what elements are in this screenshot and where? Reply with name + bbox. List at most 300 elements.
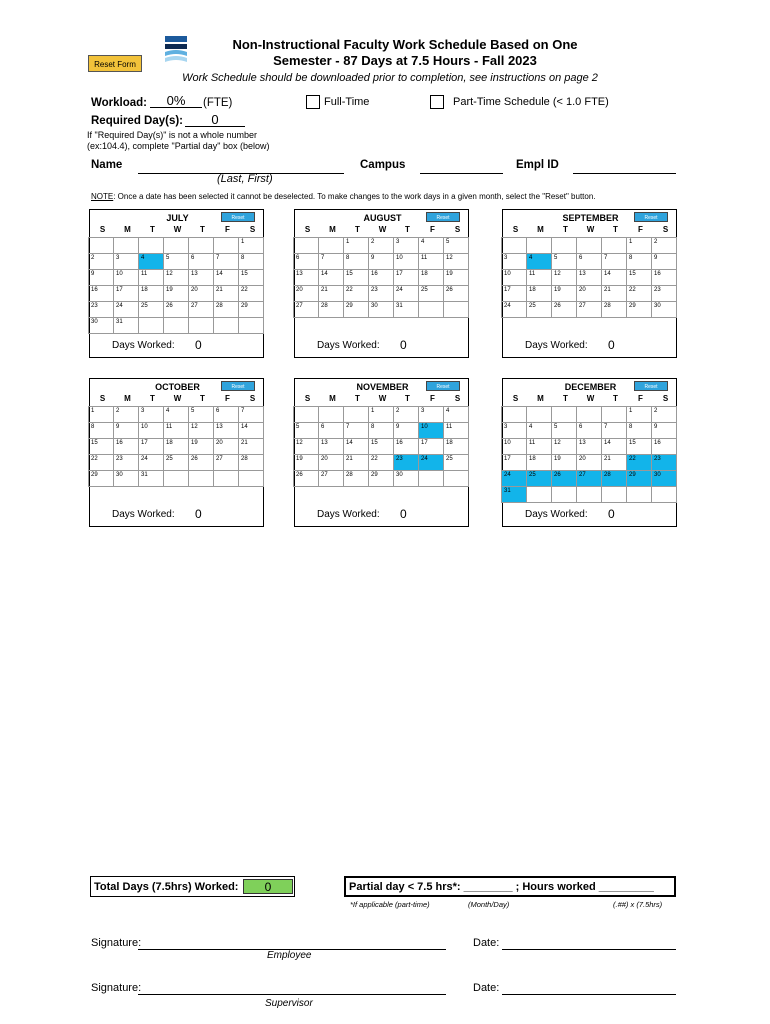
weekday-label: S: [512, 225, 519, 234]
day-cell[interactable]: 28: [601, 470, 627, 487]
empty-cell: [626, 486, 652, 503]
empty-cell: [526, 486, 552, 503]
empty-cell: [576, 486, 602, 503]
weekday-label: S: [304, 394, 311, 403]
reset-note: [91, 192, 596, 201]
weekday-header: [90, 225, 265, 237]
note-monthday: (Month/Day): [468, 900, 510, 909]
fulltime-checkbox[interactable]: [306, 95, 320, 109]
empty-cell: [418, 301, 444, 318]
day-cell[interactable]: 21: [318, 285, 344, 302]
day-cell[interactable]: 10: [501, 269, 527, 286]
day-cell[interactable]: 2: [368, 237, 394, 254]
day-cell[interactable]: 8: [626, 253, 652, 270]
calendar-november: [294, 378, 469, 527]
day-cell[interactable]: 28: [238, 454, 264, 471]
day-cell[interactable]: 1: [626, 406, 652, 423]
empty-cell: [601, 406, 627, 423]
day-cell[interactable]: 25: [443, 454, 469, 471]
day-cell[interactable]: 8: [343, 253, 369, 270]
days-worked-value: 0: [195, 338, 202, 352]
empty-cell: [163, 317, 189, 334]
day-cell[interactable]: 16: [88, 285, 114, 302]
weekday-label: M: [124, 394, 131, 403]
campus-field[interactable]: [420, 173, 503, 174]
weekday-label: S: [249, 225, 256, 234]
day-cell[interactable]: 17: [113, 285, 139, 302]
name-label: Name: [91, 159, 123, 171]
weekday-label: T: [355, 225, 360, 234]
day-cell[interactable]: 26: [551, 301, 577, 318]
day-cell[interactable]: 18: [138, 285, 164, 302]
weekday-label: S: [662, 394, 669, 403]
day-cell[interactable]: 6: [576, 422, 602, 439]
day-cell[interactable]: 18: [526, 285, 552, 302]
day-cell[interactable]: 29: [238, 301, 264, 318]
employee-signature-label: Signature:: [91, 937, 142, 949]
day-cell[interactable]: 31: [501, 486, 527, 503]
day-cell[interactable]: 12: [163, 269, 189, 286]
reset-month-button[interactable]: Reset: [221, 381, 255, 391]
day-cell[interactable]: 27: [576, 470, 602, 487]
day-grid: [294, 407, 469, 487]
day-cell[interactable]: 28: [213, 301, 239, 318]
day-cell[interactable]: 14: [238, 422, 264, 439]
empty-cell: [443, 470, 469, 487]
day-cell[interactable]: 19: [443, 269, 469, 286]
day-cell[interactable]: 19: [293, 454, 319, 471]
day-cell[interactable]: 25: [526, 470, 552, 487]
day-cell[interactable]: 22: [238, 285, 264, 302]
day-cell[interactable]: 26: [551, 470, 577, 487]
day-cell[interactable]: 6: [293, 253, 319, 270]
day-cell[interactable]: 15: [88, 438, 114, 455]
fte-label: (FTE): [203, 97, 233, 109]
day-cell[interactable]: 5: [293, 422, 319, 439]
day-cell[interactable]: 5: [551, 253, 577, 270]
empty-cell: [418, 470, 444, 487]
days-worked-value: 0: [400, 338, 407, 352]
day-cell[interactable]: 21: [601, 285, 627, 302]
day-cell[interactable]: 30: [393, 470, 419, 487]
day-cell[interactable]: 1: [368, 406, 394, 423]
day-cell[interactable]: 29: [343, 301, 369, 318]
days-worked-value: 0: [195, 507, 202, 521]
day-cell[interactable]: 7: [213, 253, 239, 270]
day-cell[interactable]: 21: [213, 285, 239, 302]
day-cell[interactable]: 13: [213, 422, 239, 439]
day-cell[interactable]: 3: [418, 406, 444, 423]
calendar-august: [294, 209, 469, 358]
day-cell[interactable]: 21: [343, 454, 369, 471]
day-cell[interactable]: 13: [293, 269, 319, 286]
supervisor-signature-field[interactable]: [138, 994, 446, 995]
day-cell[interactable]: 25: [138, 301, 164, 318]
day-cell[interactable]: 6: [213, 406, 239, 423]
day-cell[interactable]: 11: [526, 269, 552, 286]
day-cell[interactable]: 14: [318, 269, 344, 286]
empty-cell: [318, 237, 344, 254]
calendar-month-title: OCTOBER: [155, 382, 200, 392]
workload-label: Workload:: [91, 97, 148, 109]
day-cell[interactable]: 3: [113, 253, 139, 270]
day-cell[interactable]: 24: [418, 454, 444, 471]
day-cell[interactable]: 2: [88, 253, 114, 270]
day-cell[interactable]: 24: [113, 301, 139, 318]
day-cell[interactable]: 20: [576, 285, 602, 302]
reset-month-button[interactable]: Reset: [634, 381, 668, 391]
day-cell[interactable]: 15: [368, 438, 394, 455]
day-cell[interactable]: 31: [393, 301, 419, 318]
day-cell[interactable]: 11: [526, 438, 552, 455]
weekday-label: W: [378, 394, 387, 403]
weekday-label: T: [355, 394, 360, 403]
weekday-header: [295, 225, 470, 237]
empty-cell: [213, 317, 239, 334]
total-days-box: [90, 876, 295, 897]
empty-cell: [213, 470, 239, 487]
employee-label: Employee: [267, 950, 312, 961]
day-cell[interactable]: 22: [88, 454, 114, 471]
day-cell[interactable]: 29: [368, 470, 394, 487]
weekday-label: F: [638, 394, 643, 403]
day-cell[interactable]: 28: [343, 470, 369, 487]
day-cell[interactable]: 10: [501, 438, 527, 455]
days-worked-label: Days Worked:: [317, 509, 380, 520]
day-cell[interactable]: 11: [138, 269, 164, 286]
reset-month-button[interactable]: Reset: [426, 212, 460, 222]
reset-form-button[interactable]: Reset Form: [88, 55, 142, 72]
empty-cell: [113, 237, 139, 254]
day-cell[interactable]: 4: [163, 406, 189, 423]
day-cell[interactable]: 5: [551, 422, 577, 439]
day-cell[interactable]: 30: [651, 470, 677, 487]
day-cell[interactable]: 10: [418, 422, 444, 439]
weekday-label: T: [563, 394, 568, 403]
day-cell[interactable]: 3: [138, 406, 164, 423]
day-cell[interactable]: 2: [393, 406, 419, 423]
day-cell[interactable]: 22: [626, 285, 652, 302]
day-cell[interactable]: 15: [343, 269, 369, 286]
empty-cell: [188, 470, 214, 487]
weekday-label: T: [613, 225, 618, 234]
empty-cell: [526, 237, 552, 254]
day-cell[interactable]: 14: [601, 438, 627, 455]
day-cell[interactable]: 25: [163, 454, 189, 471]
fulltime-label: Full-Time: [324, 96, 370, 108]
day-cell[interactable]: 18: [163, 438, 189, 455]
days-worked-label: Days Worked:: [112, 340, 175, 351]
day-cell[interactable]: 12: [551, 438, 577, 455]
name-hint: (Last, First): [217, 173, 273, 185]
day-cell[interactable]: 29: [88, 470, 114, 487]
day-cell[interactable]: 1: [238, 237, 264, 254]
day-cell[interactable]: 6: [576, 253, 602, 270]
day-cell[interactable]: 23: [368, 285, 394, 302]
day-cell[interactable]: 2: [113, 406, 139, 423]
day-cell[interactable]: 28: [601, 301, 627, 318]
empty-cell: [551, 406, 577, 423]
reset-month-button[interactable]: Reset: [221, 212, 255, 222]
day-cell[interactable]: 20: [293, 285, 319, 302]
day-cell[interactable]: 29: [626, 301, 652, 318]
weekday-label: W: [586, 394, 595, 403]
day-cell[interactable]: 21: [238, 438, 264, 455]
day-cell[interactable]: 27: [213, 454, 239, 471]
day-cell[interactable]: 13: [576, 438, 602, 455]
empty-cell: [293, 237, 319, 254]
day-cell[interactable]: 11: [418, 253, 444, 270]
required-days-note: [87, 130, 269, 152]
day-cell[interactable]: 12: [551, 269, 577, 286]
day-cell[interactable]: 7: [601, 422, 627, 439]
day-cell[interactable]: 30: [368, 301, 394, 318]
day-cell[interactable]: 11: [443, 422, 469, 439]
day-cell[interactable]: 3: [501, 253, 527, 270]
weekday-label: S: [99, 225, 106, 234]
day-cell[interactable]: 3: [501, 422, 527, 439]
note-line-1: If "Required Day(s)" is not a whole number: [87, 130, 257, 140]
day-cell[interactable]: 3: [393, 237, 419, 254]
empty-cell: [188, 317, 214, 334]
day-cell[interactable]: 8: [238, 253, 264, 270]
day-cell[interactable]: 17: [138, 438, 164, 455]
title-line-1: Non-Instructional Faculty Work Schedule Based on One: [232, 37, 578, 52]
weekday-label: S: [249, 394, 256, 403]
day-cell[interactable]: 12: [188, 422, 214, 439]
days-worked-value: 0: [608, 507, 615, 521]
day-cell[interactable]: 23: [651, 285, 677, 302]
day-cell[interactable]: 4: [526, 253, 552, 270]
day-cell[interactable]: 15: [626, 269, 652, 286]
empty-cell: [188, 237, 214, 254]
day-cell[interactable]: 15: [238, 269, 264, 286]
weekday-label: F: [225, 394, 230, 403]
day-cell[interactable]: 23: [113, 454, 139, 471]
day-cell[interactable]: 26: [163, 301, 189, 318]
day-cell[interactable]: 7: [238, 406, 264, 423]
days-worked-label: Days Worked:: [525, 509, 588, 520]
day-cell[interactable]: 6: [188, 253, 214, 270]
empty-cell: [443, 301, 469, 318]
day-cell[interactable]: 23: [88, 301, 114, 318]
day-cell[interactable]: 22: [368, 454, 394, 471]
day-cell[interactable]: 27: [188, 301, 214, 318]
day-cell[interactable]: 21: [601, 454, 627, 471]
day-cell[interactable]: 4: [418, 237, 444, 254]
day-cell[interactable]: 26: [443, 285, 469, 302]
day-cell[interactable]: 22: [626, 454, 652, 471]
day-cell[interactable]: 25: [418, 285, 444, 302]
day-cell[interactable]: 7: [318, 253, 344, 270]
supervisor-date-field[interactable]: [502, 994, 676, 995]
day-cell[interactable]: 31: [113, 317, 139, 334]
day-cell[interactable]: 25: [526, 301, 552, 318]
empty-cell: [526, 406, 552, 423]
day-cell[interactable]: 15: [626, 438, 652, 455]
day-cell[interactable]: 7: [343, 422, 369, 439]
days-worked-label: Days Worked:: [317, 340, 380, 351]
day-cell[interactable]: 18: [443, 438, 469, 455]
day-cell[interactable]: 8: [88, 422, 114, 439]
day-cell[interactable]: 19: [188, 438, 214, 455]
calendar-month-title: JULY: [166, 213, 189, 223]
day-cell[interactable]: 27: [576, 301, 602, 318]
day-cell[interactable]: 12: [443, 253, 469, 270]
day-cell[interactable]: 5: [443, 237, 469, 254]
day-cell[interactable]: 16: [651, 438, 677, 455]
calendar-july: [89, 209, 264, 358]
day-cell[interactable]: 17: [501, 285, 527, 302]
day-cell[interactable]: 24: [393, 285, 419, 302]
empty-cell: [551, 486, 577, 503]
days-worked-value: 0: [608, 338, 615, 352]
day-cell[interactable]: 26: [293, 470, 319, 487]
subtitle: Work Schedule should be downloaded prior to completion, see instructions on page 2: [182, 72, 598, 84]
day-cell[interactable]: 17: [418, 438, 444, 455]
day-cell[interactable]: 2: [651, 406, 677, 423]
partial-day-box[interactable]: Partial day < 7.5 hrs*: ________ ; Hours worked _________: [344, 876, 676, 897]
title-line-2: Semester - 87 Days at 7.5 Hours - Fall 2023: [273, 53, 537, 68]
total-days-value: 0: [243, 879, 293, 894]
day-cell[interactable]: 9: [88, 269, 114, 286]
empty-cell: [88, 237, 114, 254]
day-cell[interactable]: 23: [393, 454, 419, 471]
weekday-label: S: [512, 394, 519, 403]
day-cell[interactable]: 31: [138, 470, 164, 487]
note-text: : Once a date has been selected it cannot be deselected. To make changes to the work days in a given month, select the "Reset" button.: [113, 192, 596, 201]
weekday-label: T: [405, 225, 410, 234]
day-cell[interactable]: 24: [501, 470, 527, 487]
day-cell[interactable]: 10: [393, 253, 419, 270]
day-cell[interactable]: 20: [576, 454, 602, 471]
day-cell[interactable]: 9: [368, 253, 394, 270]
empty-cell: [601, 486, 627, 503]
day-cell[interactable]: 16: [393, 438, 419, 455]
parttime-checkbox[interactable]: [430, 95, 444, 109]
empty-cell: [501, 406, 527, 423]
day-cell[interactable]: 1: [626, 237, 652, 254]
day-cell[interactable]: 10: [113, 269, 139, 286]
day-cell[interactable]: 19: [163, 285, 189, 302]
workload-field[interactable]: 0%: [150, 93, 202, 108]
weekday-label: F: [638, 225, 643, 234]
empty-cell: [576, 406, 602, 423]
weekday-header: [503, 225, 678, 237]
day-cell[interactable]: 20: [213, 438, 239, 455]
day-cell[interactable]: 11: [163, 422, 189, 439]
day-cell[interactable]: 14: [343, 438, 369, 455]
calendar-month-title: SEPTEMBER: [562, 213, 619, 223]
day-cell[interactable]: 30: [651, 301, 677, 318]
calendar-october: [89, 378, 264, 527]
weekday-label: M: [537, 394, 544, 403]
day-cell[interactable]: 26: [188, 454, 214, 471]
day-cell[interactable]: 16: [113, 438, 139, 455]
weekday-label: T: [150, 225, 155, 234]
day-cell[interactable]: 9: [651, 422, 677, 439]
day-cell[interactable]: 19: [551, 454, 577, 471]
day-cell[interactable]: 6: [318, 422, 344, 439]
empty-cell: [238, 317, 264, 334]
day-cell[interactable]: 5: [188, 406, 214, 423]
day-cell[interactable]: 4: [138, 253, 164, 270]
reset-month-button[interactable]: Reset: [426, 381, 460, 391]
day-cell[interactable]: 14: [601, 269, 627, 286]
day-cell[interactable]: 29: [626, 470, 652, 487]
day-cell[interactable]: 20: [188, 285, 214, 302]
day-grid: [294, 238, 469, 318]
day-cell[interactable]: 22: [343, 285, 369, 302]
day-cell[interactable]: 14: [213, 269, 239, 286]
day-cell[interactable]: 27: [318, 470, 344, 487]
day-cell[interactable]: 10: [138, 422, 164, 439]
weekday-header: [295, 394, 470, 406]
reset-month-button[interactable]: Reset: [634, 212, 668, 222]
day-cell[interactable]: 30: [88, 317, 114, 334]
day-cell[interactable]: 4: [526, 422, 552, 439]
day-cell[interactable]: 20: [318, 454, 344, 471]
calendar-december: [502, 378, 677, 527]
weekday-label: T: [200, 225, 205, 234]
days-worked-value: 0: [400, 507, 407, 521]
day-cell[interactable]: 9: [113, 422, 139, 439]
day-cell[interactable]: 17: [501, 454, 527, 471]
day-cell[interactable]: 9: [393, 422, 419, 439]
day-cell[interactable]: 12: [293, 438, 319, 455]
day-cell[interactable]: 4: [443, 406, 469, 423]
day-cell[interactable]: 8: [626, 422, 652, 439]
day-cell[interactable]: 24: [501, 301, 527, 318]
day-cell[interactable]: 2: [651, 237, 677, 254]
day-cell[interactable]: 13: [576, 269, 602, 286]
weekday-label: M: [537, 225, 544, 234]
day-cell[interactable]: 18: [526, 454, 552, 471]
day-cell[interactable]: 19: [551, 285, 577, 302]
day-cell[interactable]: 16: [368, 269, 394, 286]
emplid-field[interactable]: [573, 173, 676, 174]
day-cell[interactable]: 17: [393, 269, 419, 286]
weekday-label: S: [99, 394, 106, 403]
required-days-field[interactable]: 0: [185, 112, 245, 127]
day-cell[interactable]: 16: [651, 269, 677, 286]
day-grid: [89, 407, 264, 487]
day-cell[interactable]: 5: [163, 253, 189, 270]
day-cell[interactable]: 28: [318, 301, 344, 318]
day-cell[interactable]: 7: [601, 253, 627, 270]
weekday-label: W: [378, 225, 387, 234]
weekday-label: M: [329, 225, 336, 234]
day-cell[interactable]: 13: [318, 438, 344, 455]
total-days-label: Total Days (7.5hrs) Worked:: [94, 881, 239, 893]
day-cell[interactable]: 9: [651, 253, 677, 270]
day-cell[interactable]: 24: [138, 454, 164, 471]
day-grid: [502, 238, 677, 318]
employee-date-field[interactable]: [502, 949, 676, 950]
note-hours: (.##) x (7.5hrs): [613, 900, 663, 909]
day-cell[interactable]: 18: [418, 269, 444, 286]
supervisor-label: Supervisor: [265, 998, 313, 1009]
day-cell[interactable]: 27: [293, 301, 319, 318]
day-cell[interactable]: 13: [188, 269, 214, 286]
day-cell[interactable]: 1: [88, 406, 114, 423]
day-cell[interactable]: 8: [368, 422, 394, 439]
day-cell[interactable]: 23: [651, 454, 677, 471]
empty-cell: [293, 406, 319, 423]
page-title: [190, 37, 620, 69]
day-cell[interactable]: 30: [113, 470, 139, 487]
day-cell[interactable]: 1: [343, 237, 369, 254]
